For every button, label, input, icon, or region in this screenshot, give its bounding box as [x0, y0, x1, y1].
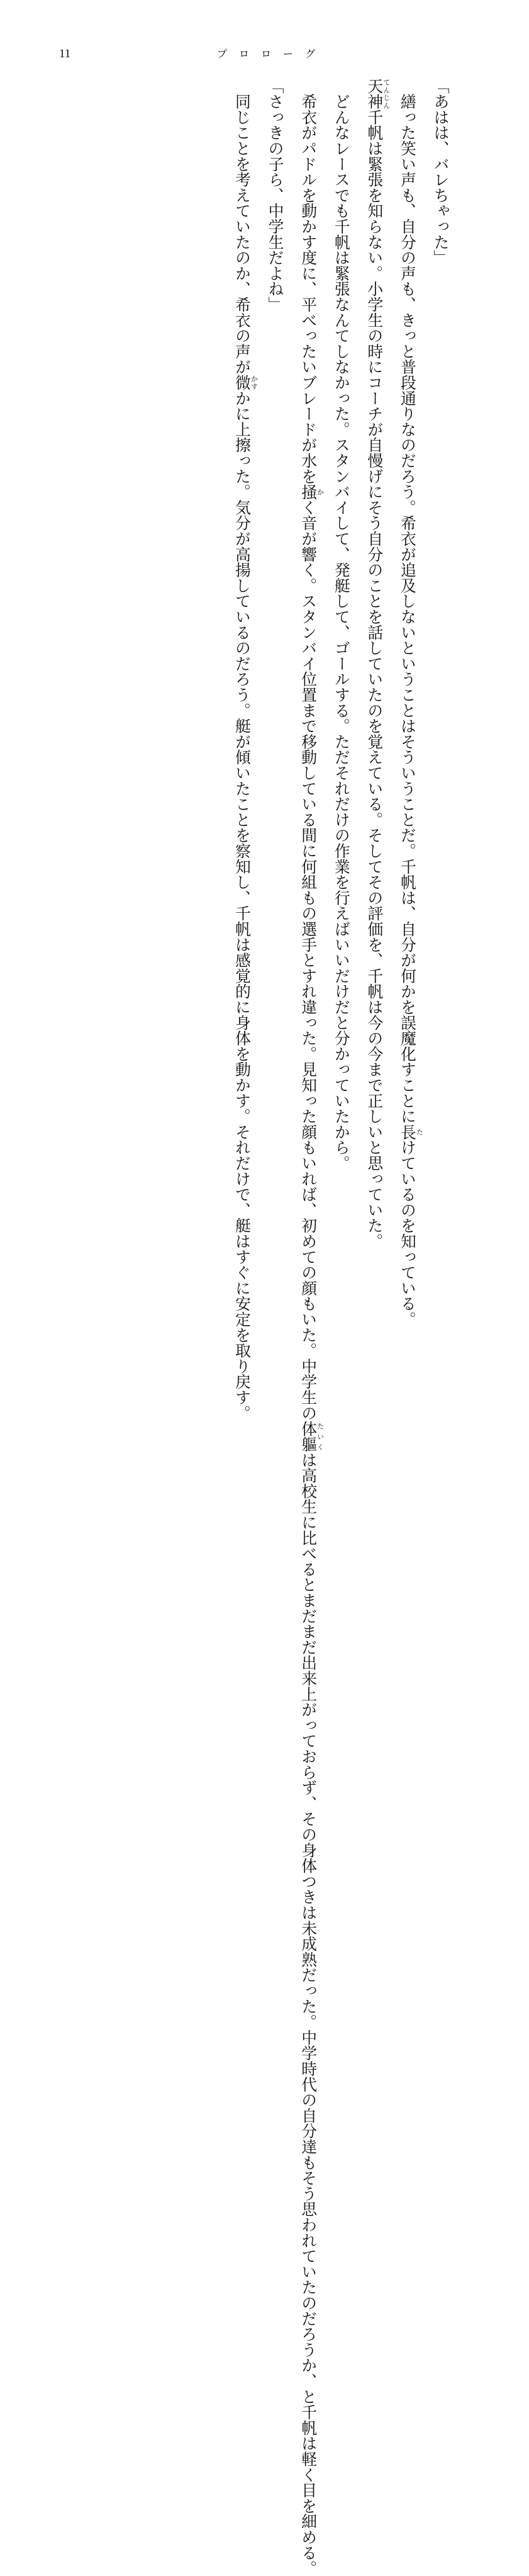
text-segment: 繕った笑い声も、自分の声も、きっと普段通りなのだろう。希衣が追及しないというこ	[398, 93, 417, 703]
paragraph	[291, 78, 325, 2576]
text-segment: 同じことを考えていたのか、希衣の声が	[233, 93, 252, 375]
furigana: かす	[250, 375, 259, 391]
ruby-base: 天神	[365, 78, 384, 110]
text-segment: かに上擦った。気分が高揚しているのだろ	[233, 390, 252, 687]
text-segment: う。艇が傾いたことを察知し、千帆は感覚的に身体を動かす。それだけで、艇はすぐに	[233, 687, 252, 1296]
text-segment: は未成熟だった。中学時代の自分達もそう思われていたのだろうか、と千帆は軽く目を	[299, 1904, 318, 2514]
text-segment: もいた。中学生の	[299, 1296, 318, 1421]
furigana: か	[316, 483, 325, 500]
paragraph	[391, 78, 424, 1328]
text-segment: る。	[398, 1296, 417, 1328]
ruby-text	[398, 1124, 424, 1140]
ruby-text	[365, 78, 391, 110]
paragraph-indent	[399, 78, 415, 94]
text-segment: けているのを知ってい	[398, 1139, 417, 1296]
paragraph	[423, 78, 457, 714]
page-number: 11	[59, 47, 71, 60]
ruby-base: 長	[398, 1124, 417, 1140]
paragraph	[325, 78, 358, 1172]
text-segment: 希衣がパドルを動かす度に、平べったいブレードが水を	[299, 93, 318, 484]
paragraph	[357, 78, 391, 1250]
furigana: てんじん	[382, 78, 391, 110]
text-segment: 「さっきの子ら、中学生だよね」	[266, 78, 285, 312]
text-segment: 「あはは、バレちゃった」	[432, 78, 450, 266]
text-segment: どんなレースでも千帆は緊張なんてしなかった。スタンバイして、発艇して、ゴール	[332, 93, 351, 687]
furigana: たいく	[316, 1420, 325, 1452]
furigana: た	[415, 1124, 424, 1140]
chapter-title: プロローグ	[217, 48, 328, 60]
ruby-base: 微	[233, 375, 252, 391]
text-segment: は高校生に比べるとまだまだ出来上がっておらず、その身体つき	[299, 1452, 318, 1905]
paragraph	[258, 78, 291, 714]
ruby-base: 体軀	[299, 1420, 318, 1452]
text-segment: とはそういうことだ。千帆は、自分が何かを誤魔化すことに	[398, 703, 417, 1124]
ruby-base: 掻	[299, 483, 318, 500]
ruby-text	[233, 375, 259, 391]
text-segment: する。ただそれだけの作業を行えばいいだけだと分かっていたから。	[332, 687, 351, 1172]
text-segment: 置まで移動している間に何組もの選手とすれ違った。見知った顔もいれば、初めての顔	[299, 687, 318, 1296]
text-segment: く音が響く。スタンバイ位	[299, 499, 318, 687]
paragraph-indent	[234, 78, 250, 94]
text-segment: いたのを覚えている。そしてその評価を、千帆は今の今まで正しいと思っていた。	[365, 671, 384, 1250]
text-segment: 安定を取り戻す。	[233, 1296, 252, 1421]
paragraph-indent	[300, 78, 316, 94]
vertical-body-text	[60, 78, 457, 2576]
paragraph	[225, 78, 259, 1421]
text-segment: 細める。	[299, 2513, 318, 2576]
paragraph-indent	[333, 78, 349, 94]
ruby-text	[299, 1420, 325, 1452]
text-segment: 千帆は緊張を知らない。小学生の時にコーチが自慢げにそう自分のことを話して	[365, 109, 384, 672]
ruby-text	[299, 483, 325, 500]
